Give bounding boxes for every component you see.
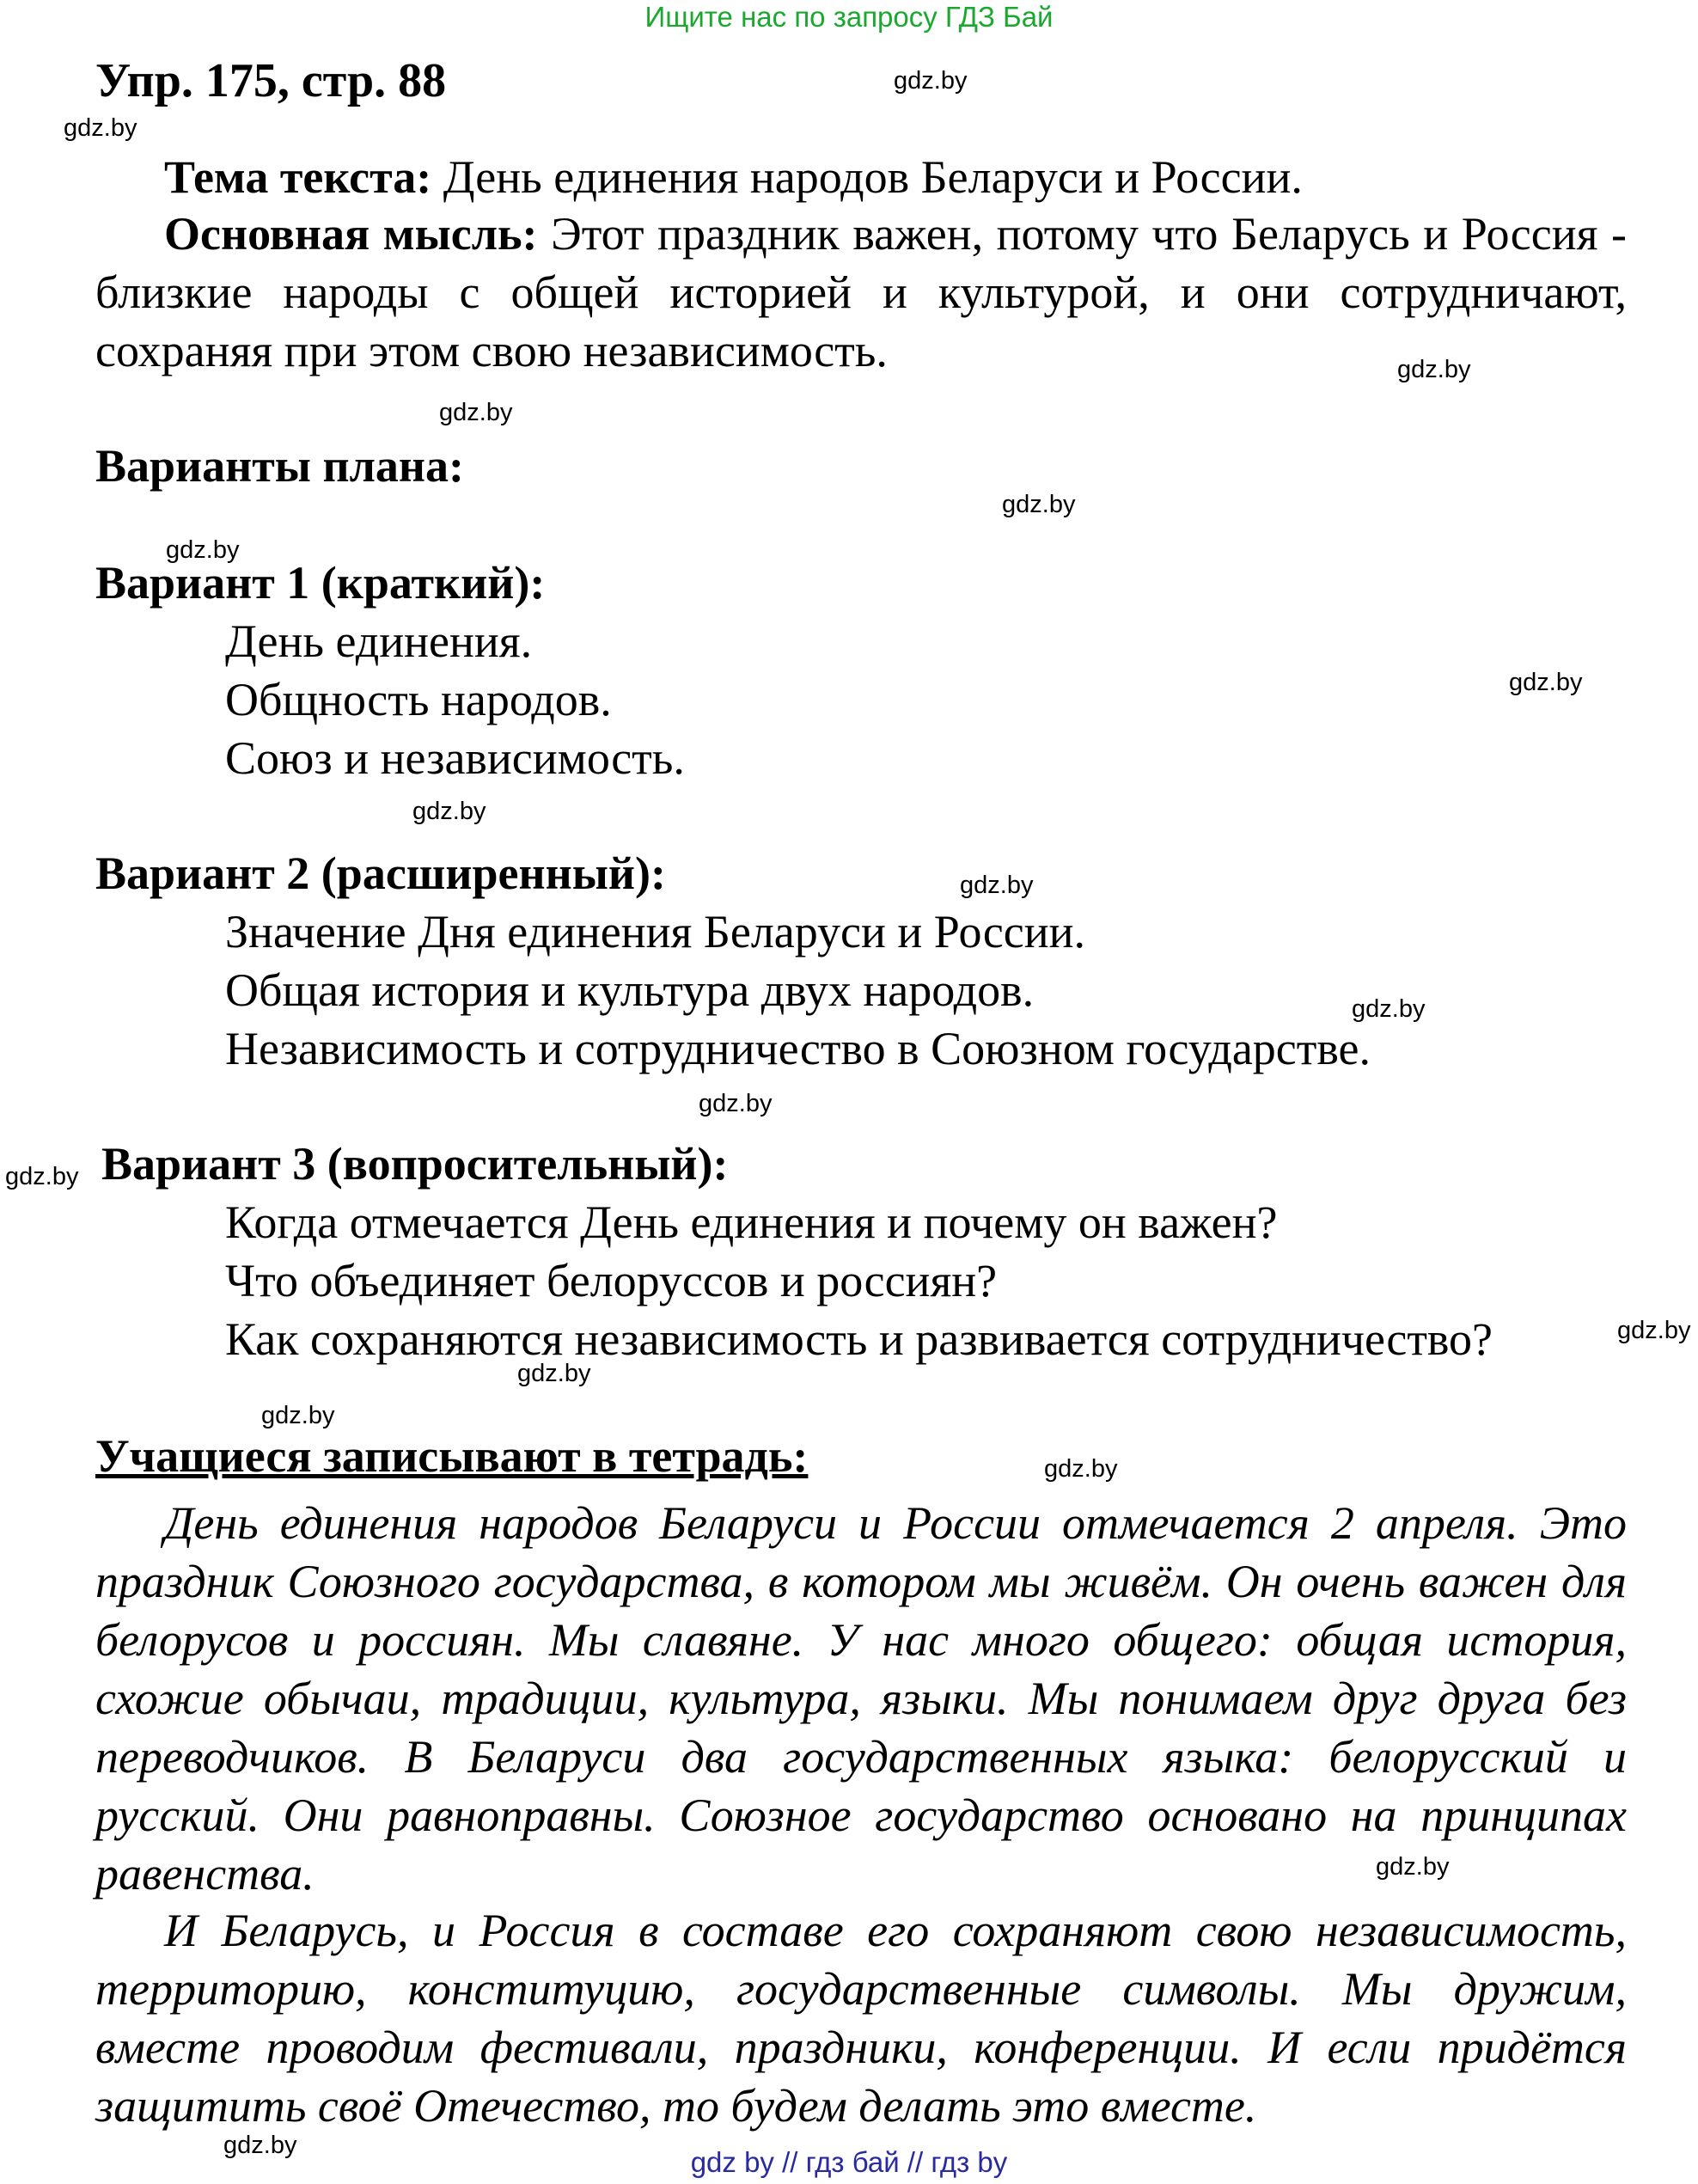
watermark: gdz.by <box>5 1163 79 1190</box>
exercise-header: Упр. 175, стр. 88 <box>95 54 447 107</box>
watermark: gdz.by <box>960 872 1034 899</box>
notebook-paragraph-text: И Беларусь, и Россия в составе его сохраняют свою независимость, территорию, конституцию, государственные символы. Мы дружим, вместе проводим фестивали, праздники, конференции. И если придётся защитить своё Отечество, то будем делать это вместе. <box>95 1905 1627 2132</box>
watermark: gdz.by <box>439 399 513 426</box>
theme-text: День единения народов Беларуси и России. <box>443 151 1303 203</box>
watermark: gdz.by <box>517 1360 591 1387</box>
variant-3-item: Когда отмечается День единения и почему он важен? <box>225 1196 1278 1248</box>
watermark: gdz.by <box>699 1090 773 1117</box>
footer-links[interactable]: gdz by // гдз бай // гдз by <box>690 2146 1008 2178</box>
watermark: gdz.by <box>64 114 137 142</box>
watermark: gdz.by <box>166 536 240 564</box>
variant-3-item: Что объединяет белоруссов и россиян? <box>225 1255 998 1306</box>
watermark: gdz.by <box>894 67 968 95</box>
watermark: gdz.by <box>1044 1455 1118 1483</box>
watermark: gdz.by <box>1002 491 1076 518</box>
theme-paragraph <box>95 148 1627 206</box>
variant-2-item: Общая история и культура двух народов. <box>225 964 1035 1016</box>
watermark: gdz.by <box>1376 1853 1450 1881</box>
watermark: gdz.by <box>412 798 486 825</box>
variant-2-item: Независимость и сотрудничество в Союзном государстве. <box>225 1023 1371 1074</box>
watermark: gdz.by <box>1509 669 1583 696</box>
variant-1-item: День единения. <box>225 615 533 667</box>
plans-heading: Варианты плана: <box>95 440 464 492</box>
theme-label: Тема текста: <box>164 151 432 203</box>
notebook-paragraph <box>95 1901 1627 2135</box>
variant-3-item: Как сохраняются независимость и развивается сотрудничество? <box>225 1313 1493 1365</box>
main-idea-text: Этот праздник важен, потому что Беларусь и Россия - близкие народы с общей историей и культурой, и они сотрудничают, сохраняя при этом свою независимость. <box>95 208 1627 376</box>
watermark: gdz.by <box>1397 356 1471 383</box>
watermark: gdz.by <box>1352 995 1426 1023</box>
notebook-heading: Учащиеся записывают в тетрадь: <box>95 1430 809 1482</box>
variant-3-title: Вариант 3 (вопросительный): <box>101 1138 729 1190</box>
variant-1-title: Вариант 1 (краткий): <box>95 557 546 609</box>
variant-1-item: Общность народов. <box>225 674 612 725</box>
notebook-paragraph <box>95 1494 1627 1903</box>
main-idea-paragraph <box>95 205 1627 380</box>
variant-1-item: Союз и независимость. <box>225 732 685 784</box>
watermark: gdz.by <box>223 2132 297 2159</box>
main-idea-label: Основная мысль: <box>164 208 538 260</box>
top-banner[interactable]: Ищите нас по запросу ГДЗ Бай <box>644 1 1054 33</box>
variant-2-title: Вариант 2 (расширенный): <box>95 847 666 899</box>
notebook-paragraph-text: День единения народов Беларуси и России отмечается 2 апреля. Это праздник Союзного государства, в котором мы живём. Он очень важен для белорусов и россиян. Мы славяне. У нас много общего: общая история, схожие обычаи, традиции, культура, языки. Мы понимаем друг друга без переводчиков. В Беларуси два государственных языка: белорусский и русский. Они равноправны. Союзное государство основано на принципах равенства. <box>95 1497 1627 1900</box>
watermark: gdz.by <box>261 1402 335 1429</box>
watermark: gdz.by <box>1617 1317 1691 1344</box>
variant-2-item: Значение Дня единения Беларуси и России. <box>225 906 1086 957</box>
